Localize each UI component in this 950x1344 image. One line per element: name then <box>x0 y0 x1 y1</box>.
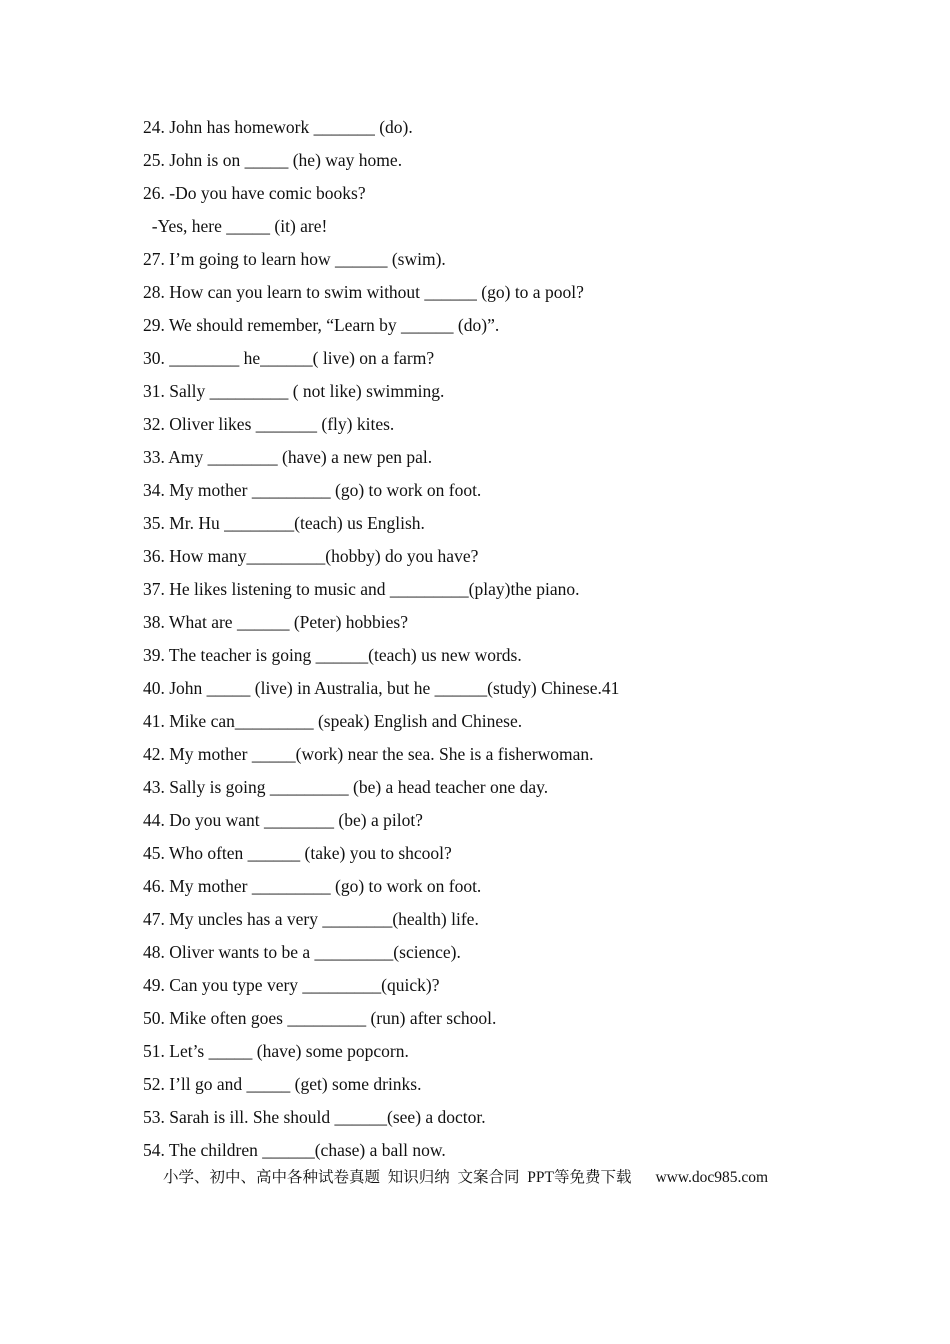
exercise-line: 34. My mother _________ (go) to work on foot. <box>143 480 482 500</box>
exercise-line: 31. Sally _________ ( not like) swimming. <box>143 381 445 401</box>
exercise-line: 29. We should remember, “Learn by ______ (do)”. <box>143 315 500 335</box>
exercise-line: 51. Let’s _____ (have) some popcorn. <box>143 1041 409 1061</box>
exercise-line: 53. Sarah is ill. She should ______(see) a doctor. <box>143 1107 486 1127</box>
exercise-line: 38. What are ______ (Peter) hobbies? <box>143 612 409 632</box>
exercise-line: 44. Do you want ________ (be) a pilot? <box>143 810 423 830</box>
exercise-line: 27. I’m going to learn how ______ (swim). <box>143 249 446 269</box>
exercise-line: 26. -Do you have comic books? <box>143 183 366 203</box>
exercise-line: 35. Mr. Hu ________(teach) us English. <box>143 513 425 533</box>
exercise-line: 28. How can you learn to swim without ______ (go) to a pool? <box>143 282 584 302</box>
exercise-line: 54. The children ______(chase) a ball now. <box>143 1140 446 1160</box>
exercise-line: 30. ________ he______( live) on a farm? <box>143 348 435 368</box>
exercise-line: 24. John has homework _______ (do). <box>143 117 413 137</box>
exercise-line: 52. I’ll go and _____ (get) some drinks. <box>143 1074 422 1094</box>
exercise-line: 45. Who often ______ (take) you to shcool? <box>143 843 452 863</box>
exercise-list <box>143 112 843 1168</box>
footer-text: 小学、初中、高中各种试卷真题 知识归纳 文案合同 PPT等免费下载 <box>163 1169 632 1186</box>
exercise-line: 46. My mother _________ (go) to work on foot. <box>143 876 482 896</box>
footer-url: www.doc985.com <box>655 1169 769 1186</box>
exercise-line: 40. John _____ (live) in Australia, but he ______(study) Chinese.41 <box>143 678 620 698</box>
exercise-line: 48. Oliver wants to be a _________(science). <box>143 942 461 962</box>
exercise-line: 36. How many_________(hobby) do you have? <box>143 546 479 566</box>
exercise-line: 42. My mother _____(work) near the sea. She is a fisherwoman. <box>143 744 594 764</box>
exercise-line: 25. John is on _____ (he) way home. <box>143 150 403 170</box>
exercise-line: 37. He likes listening to music and _________(play)the piano. <box>143 579 580 599</box>
exercise-line: 39. The teacher is going ______(teach) us new words. <box>143 645 522 665</box>
exercise-line: 32. Oliver likes _______ (fly) kites. <box>143 414 395 434</box>
exercise-line: 47. My uncles has a very ________(health) life. <box>143 909 479 929</box>
exercise-line: -Yes, here _____ (it) are! <box>143 216 328 236</box>
exercise-line: 41. Mike can_________ (speak) English and Chinese. <box>143 711 523 731</box>
exercise-line: 49. Can you type very _________(quick)? <box>143 975 440 995</box>
exercise-line: 33. Amy ________ (have) a new pen pal. <box>143 447 433 467</box>
exercise-line: 43. Sally is going _________ (be) a head teacher one day. <box>143 777 549 797</box>
exercise-line: 50. Mike often goes _________ (run) after school. <box>143 1008 497 1028</box>
page-footer <box>163 1166 768 1190</box>
